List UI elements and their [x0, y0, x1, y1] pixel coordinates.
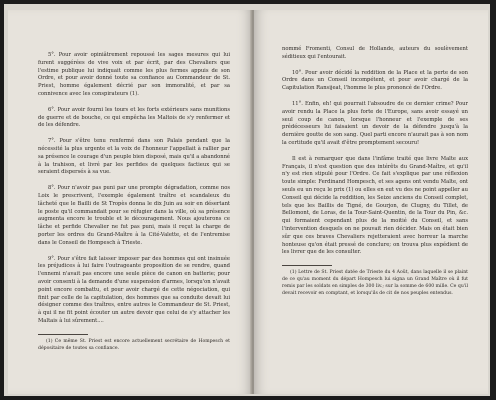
paragraph-7: 7°. Pour s'être tenu renfermé dans son Palais pendant que la nécessité la plus urgente et la voix de l'honneur l'appellait à rallier par sa présence le courage d'un peuple bien disposé, mais qu'il a abandonné à la trahison, et livré par les perfides de quelques factieux qui se seraient dispersés à sa vue.: [38, 138, 230, 176]
paragraph-remark: Il est à remarquer que dans l'infâme traité que livre Malte aux Français, il n'est question que des intérêts du Grand-Maître, et qu'il n'y est rien stipulé pour l'Ordre. Ce fait s'explique par une réflexion toute simple: Ferdinand Hompesch, et ses agens ont vendu Malte, ont seuls eu un reçu le prix (1) ou elles en eut vu des ne point appeller au Conseil qui décide la reddition, les Seize anciens du Conseil complet, tels que les Baillis de Tigné, de Gourjon, de Clugny, du Tillet, de Bellomont, de Loras, de la Tour-Saint-Quentin, de la Tour du Pin, &c. qui formaient cependant plus de la moitié du Conseil, et sans l'intervention desquels on ne pouvait rien décider. Mais on était bien sûr que ces braves Chevaliers rejetteraient avec horreur la marche honteuse qu'on était pressé de conclure; on trouva plus expédient de les livrer que de les consulter.: [282, 155, 468, 256]
right-footnote: (1) Lettre de St. Priest datée de Trieste du 4 Août, dans laquelle il se plaint de ce qu'au moment du départ Hompesch lui signa un Grand Maître où il fut remis par les soldats en simples de 300 liv.; sur la somme de 600 mille. Ce qu'il devait recevoir en comptant, et lorsqu'ils de cit de nos peuples entendus.: [282, 270, 468, 296]
paragraph-9: 9°. Pour s'être fait laisser imposer par des hommes qui ont insinuée les préjudices à lui faire l'outrageante proposition de se rendre, quand l'ennemi n'avait pas encore une seule pièce de canon en batterie; pour avoir consenti à la demande d'une suspension d'armes, lorsqu'on n'avait point encore combattu, et pour avoir chargé de cette négociation, qui finit par celle de la capitulation, des hommes que sa conduite devait lui désigner comme des traîtres, entre autres le Commandeur de St. Priest, à qui il ne fit point écouter un autre devoir que celui de s'y attacher les Maltais à lui sûrement....: [38, 255, 230, 324]
paragraph-10: 10°. Pour avoir décidé la reddition de la Place et la perte de son Ordre dans un Conseil incompétent, et pour avoir chargé de la Capitulation Ransijeat, l'homme le plus prononcé de l'Ordre.: [282, 69, 468, 92]
footnote-divider: [282, 265, 332, 266]
left-page-text: [38, 52, 230, 352]
right-page: [254, 10, 488, 394]
paragraph-6: 6°. Pour avoir fourni les tours et les forts extérieurs sans munitions de guerre et de bouche, ce qui empêcha les Maltois de s'y renfermer et de les défendre.: [38, 106, 230, 129]
paragraph-11: 11°. Enfin, eh! qui pourrait l'absoudre de ce dernier crime? Pour avoir rendu la Place la plus forte de l'Europe, sans avoir essayé un seul coup de canon, lorsque l'honneur et l'exemple de ses prédécesseurs lui faisaient un devoir de la défendre jusqu'à la dernière goutte de son sang. Quel parti encore n'aurait pas à son nom la certitude qu'il avait d'être promptement secouru!: [282, 100, 468, 146]
right-page-text: [282, 46, 468, 297]
left-footnote: (1) Ce même St. Priest est encore actuellement secrétaire de Hompesch et dépositaire de toutes sa confiance.: [38, 338, 230, 351]
paragraph-8: 8°. Pour n'avoir pas puni par une prompte dégradation, comme nos Loix le prescrivent, l'exemple également traître et scandaleux du lâcheté que le Bailli de St Tropès donna le dix Juin au soir en désertant le poste qu'il commandait pour se réfugier dans la ville, où sa présence augmenta encore le trouble et le découragement. Nous ajouterons ce lâche et perfide Chevalier ne fut pas puni, mais il reçut la charge de porter les ordres du Grand-Maître à la Cité-Valette, et de l'entremise dans le Conseil de Hompesch à Trieste.: [38, 185, 230, 246]
left-page: [8, 10, 252, 394]
book-spread: [4, 4, 490, 396]
paragraph-continued: nommé Fromenti, Consul de Hollande, auteurs du soulèvement séditieux qui l'entourait.: [282, 46, 468, 60]
paragraph-5: 5°. Pour avoir opiniâtrement repoussé les sages mesures qui lui furent suggérées de vive voix et par écrit, par des Chevaliers que l'estime publique lui indiquait comme les plus fermes appuis de son Ordre, et pour avoir donné toute sa confiance au Commandeur de St. Priest, homme également décrié par son immoralité, et par sa connivence avec les conspirateurs (1).: [38, 52, 230, 97]
footnote-divider: [38, 334, 88, 335]
